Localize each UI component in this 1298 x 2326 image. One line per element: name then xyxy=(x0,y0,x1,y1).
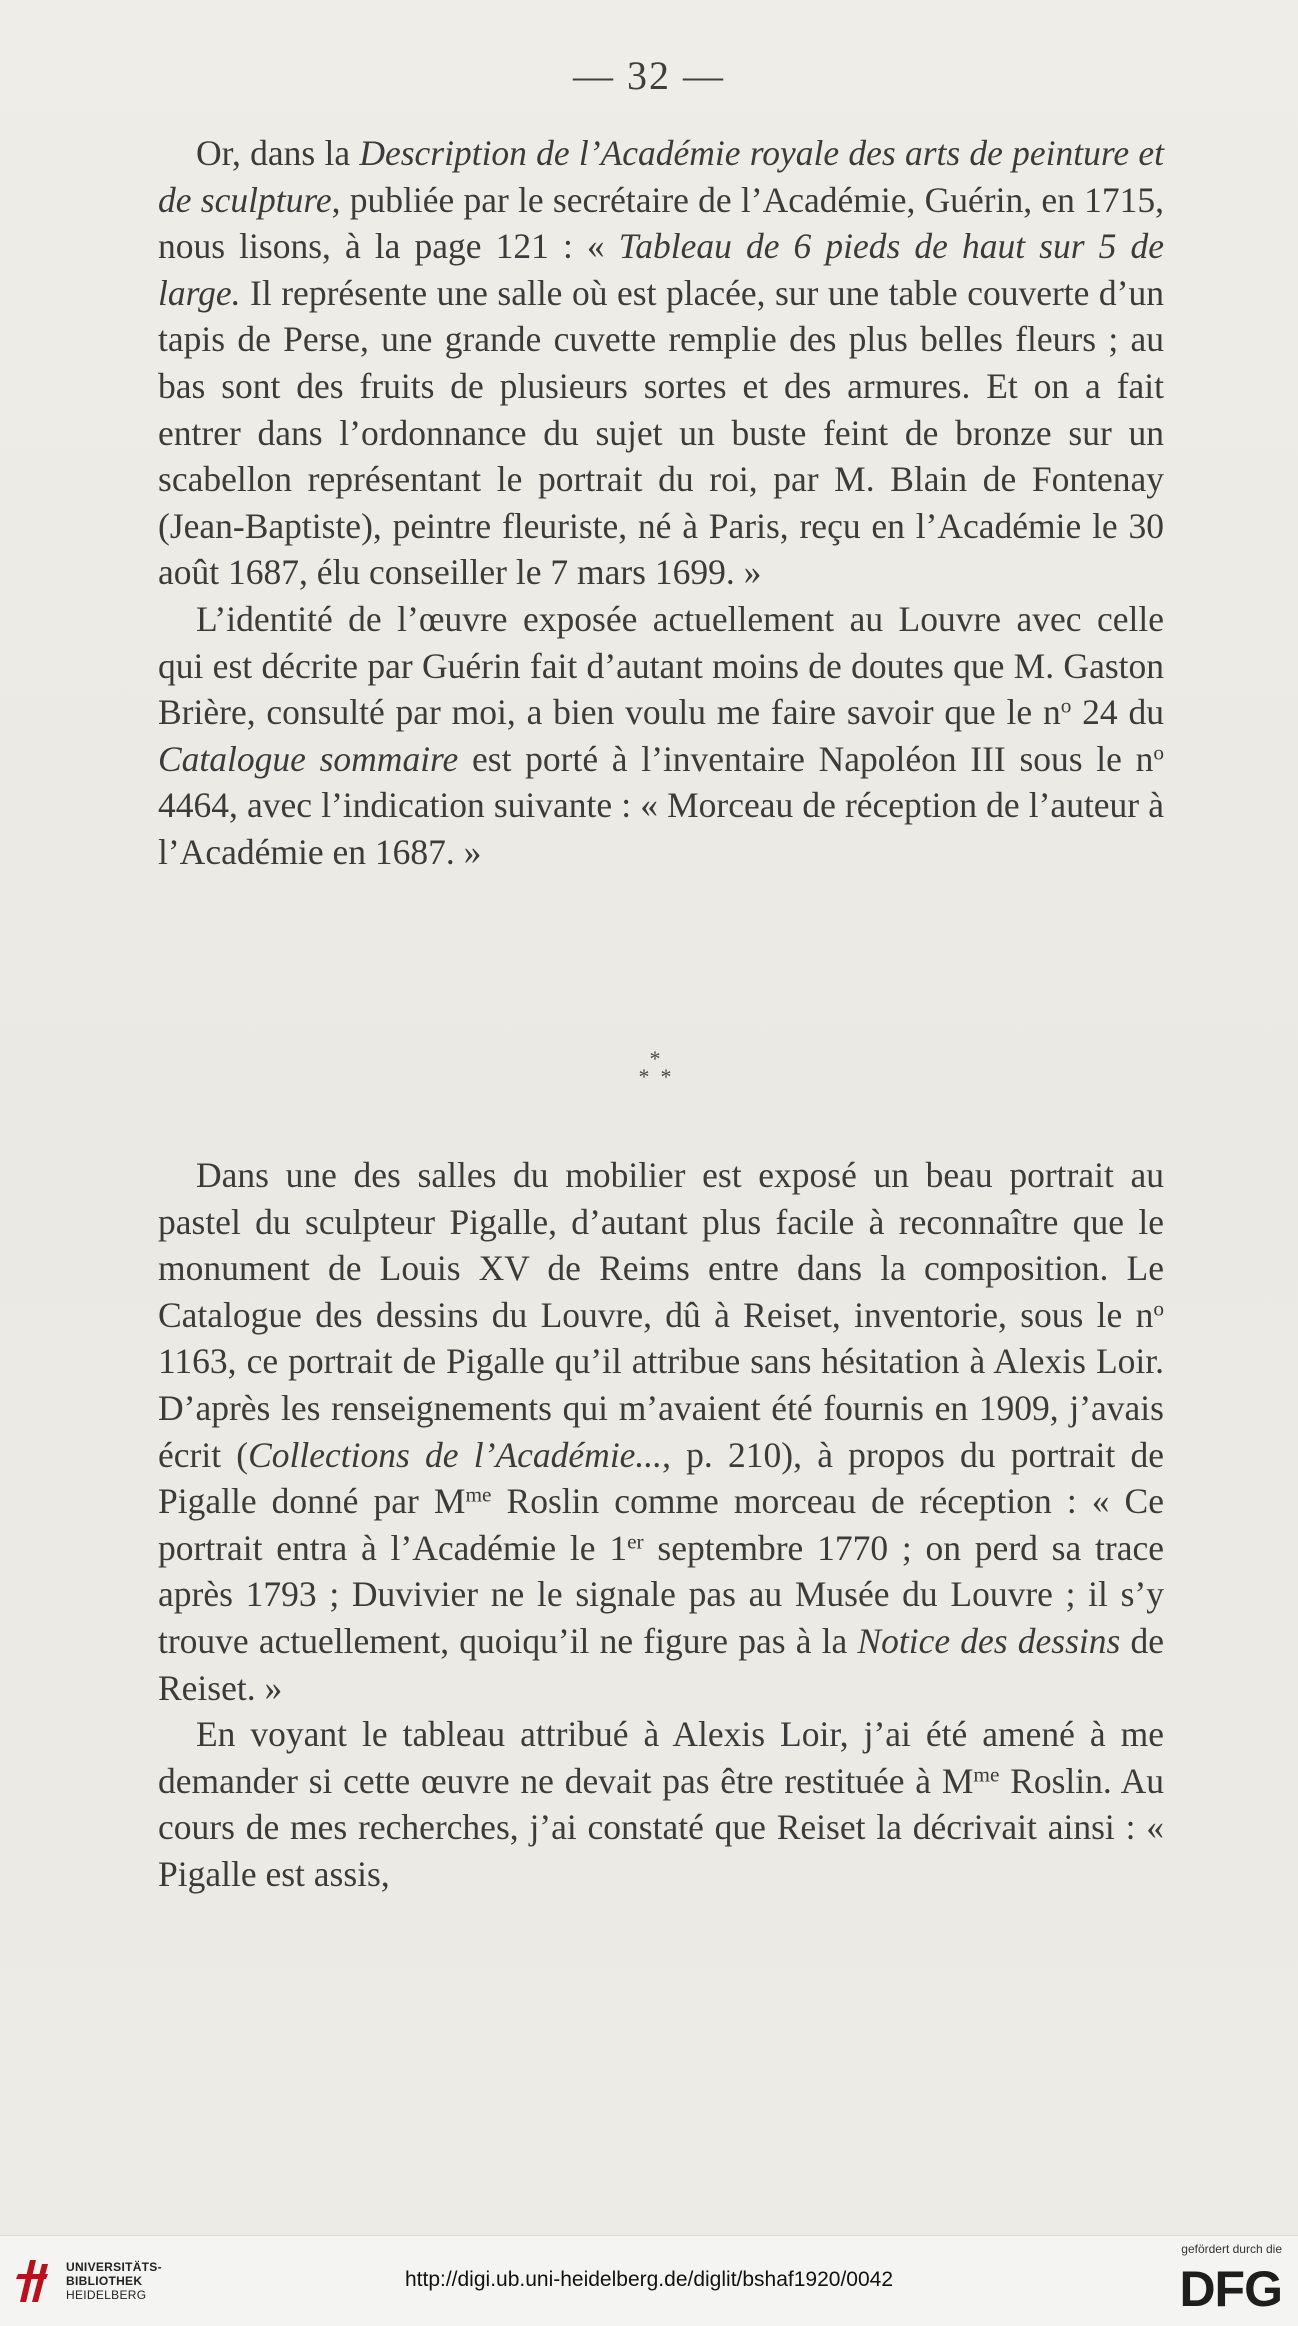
text-run: , publiée par le secrétaire de l’Académie, Guérin, en 1715, nous lisons, à la page 121 : « xyxy=(158,179,1164,267)
text-run: est porté à l’inventaire Napoléon III sous le n xyxy=(458,738,1154,779)
asterism-right: * xyxy=(660,1064,672,1089)
text-run: 24 du xyxy=(1071,692,1165,733)
text-run: de Reiset. » xyxy=(158,1620,1165,1708)
text-run: septembre 1770 ; on perd sa trace après 1793 ; Duvivier ne le signale pas au Musée du Louvre ; il s’y trouve actuellement, quoiqu’il ne figure pas à la xyxy=(158,1527,1164,1661)
text-run: 1163, ce portrait de Pigalle qu’il attribue sans hésitation à Alexis Loir. D’après les renseignements qui m’avaient été fournis en 1909, j’avais écrit ( xyxy=(158,1341,1164,1475)
italic-title: Catalogue sommaire xyxy=(158,738,459,779)
superscript: er xyxy=(627,1529,644,1554)
superscript: o xyxy=(1153,740,1164,765)
institution-line-1: UNIVERSITÄTS- xyxy=(66,2260,162,2274)
italic-title: Description de l’Académie royale des arts de peinture et de sculpture xyxy=(158,133,1164,220)
section-asterism xyxy=(610,1046,700,1100)
text-run: Roslin comme morceau de réception : « Ce portrait entra à l’Académie le 1 xyxy=(158,1481,1164,1568)
text-run: Roslin. Au cours de mes recherches, j’ai constaté que Reiset la décrivait ainsi : « Pigalle est assis, xyxy=(158,1760,1164,1894)
text-block-top xyxy=(158,130,1164,876)
italic-title: Collections de l’Académie... xyxy=(248,1434,663,1475)
italic-title: Tableau de 6 pieds de haut sur 5 de large. xyxy=(158,226,1164,313)
text-run: Il représente une salle où est placée, sur une table couverte d’un tapis de Perse, une grande cuvette remplie des plus belles fleurs ; au bas sont des fruits de plusieurs sortes et des armures. Et on a fait entrer dans l’ordonnance du sujet un buste feint de bronze sur un scabellon représentant le portrait du roi, par M. Blain de Fontenay (Jean-Baptiste), peintre fleuriste, né à Paris, reçu en l’Académie le 30 août 1687, élu conseiller le 7 mars 1699. » xyxy=(158,272,1164,593)
funded-by-label: gefördert durch die xyxy=(1181,2242,1282,2256)
text-run: Or, dans la xyxy=(196,133,360,173)
text-run: Dans une des salles du mobilier est exposé un beau portrait au pastel du sculpteur Pigalle, d’autant plus facile à reconnaître que le monument de Louis XV de Reims entre dans la composition. Le Catalogue des dessins du Louvre, dû à Reiset, inventorie, sous le n xyxy=(158,1155,1164,1335)
page-number: — 32 — xyxy=(573,53,725,98)
text-run: 4464, avec l’indication suivante : « Morceau de réception de l’auteur à l’Académie en 1687. » xyxy=(158,785,1164,872)
superscript: o xyxy=(1060,693,1072,718)
text-run: En voyant le tableau attribué à Alexis Loir, j’ai été amené à me demander si cette œuvre ne devait pas être restituée à M xyxy=(158,1714,1164,1801)
superscript: o xyxy=(1153,1296,1164,1321)
superscript: me xyxy=(465,1482,492,1507)
text-run: , p. 210), à propos du portrait de Pigalle donné par M xyxy=(158,1434,1164,1522)
source-url-link[interactable]: http://digi.ub.uni-heidelberg.de/diglit/bshaf1920/0042 xyxy=(404,2268,894,2291)
paragraph xyxy=(158,596,1164,876)
superscript: me xyxy=(973,1762,1000,1787)
text-block-bottom xyxy=(158,1152,1164,1898)
paragraph xyxy=(158,130,1164,596)
asterism-bottom-row xyxy=(610,1064,700,1089)
dfg-logo: DFG xyxy=(1179,2261,1282,2317)
institution-line-3: HEIDELBERG xyxy=(66,2288,147,2302)
text-run: L’identité de l’œuvre exposée actuellement au Louvre avec celle qui est décrite par Guérin fait d’autant moins de doutes que M. Gaston Brière, consulté par moi, a bien voulu me faire savoir que le n xyxy=(158,598,1164,733)
paragraph xyxy=(158,1711,1164,1897)
italic-title: Notice des dessins xyxy=(857,1620,1121,1661)
asterism-top: * xyxy=(649,1046,661,1071)
institution-line-2: BIBLIOTHEK xyxy=(66,2274,143,2288)
asterism-left: * xyxy=(638,1064,650,1089)
digitization-footer xyxy=(0,2235,1298,2326)
paragraph xyxy=(158,1152,1164,1711)
